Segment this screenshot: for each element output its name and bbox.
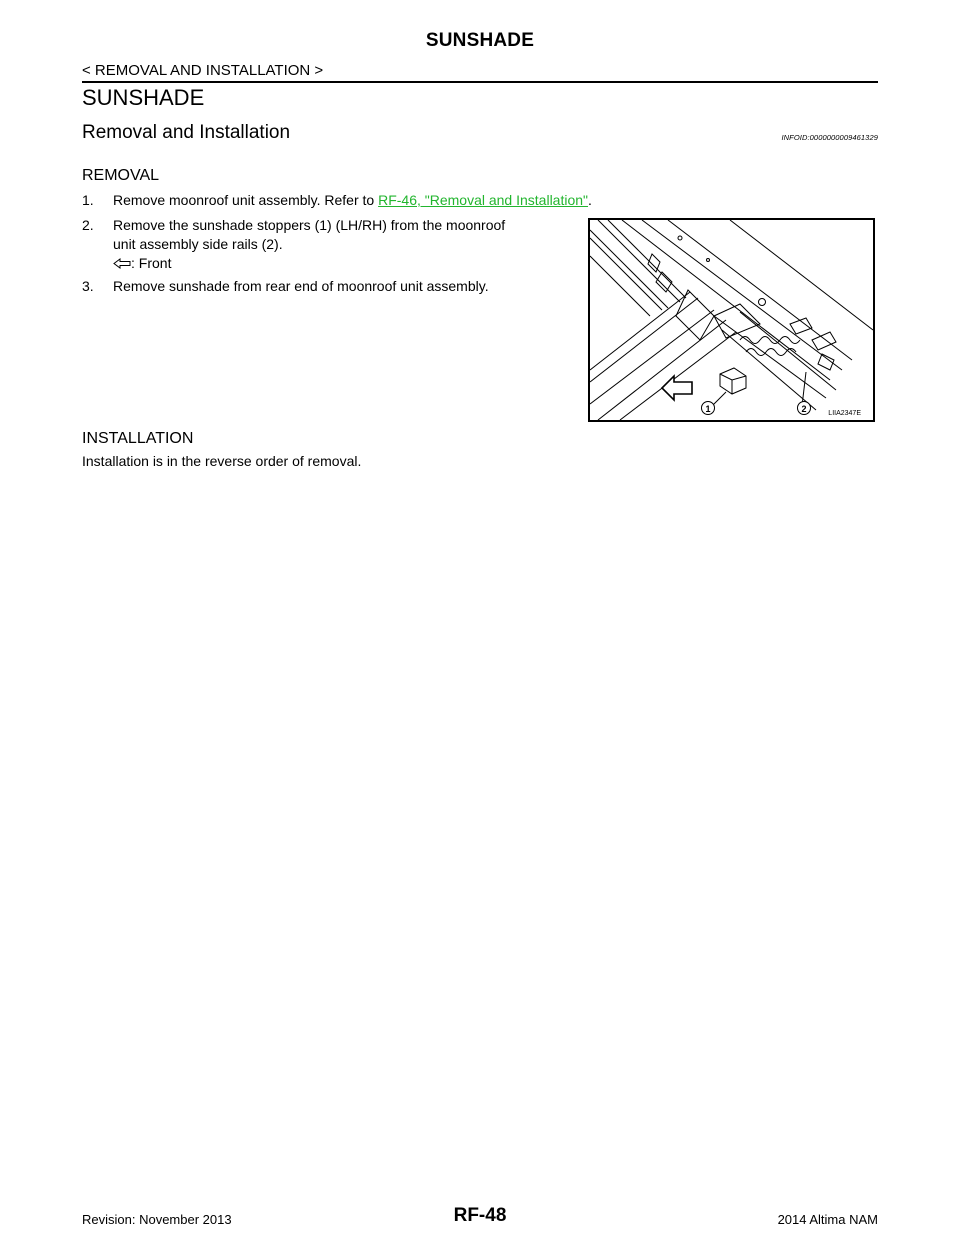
reference-link[interactable]: RF-46, "Removal and Installation" <box>378 192 589 208</box>
figure-code: LIIA2347E <box>828 410 861 417</box>
footer-revision: Revision: November 2013 <box>82 1212 232 1227</box>
callout-2: 2 <box>801 404 807 414</box>
step-3 <box>82 277 489 296</box>
section-title: Removal and Installation <box>82 122 291 143</box>
step-text: Remove the sunshade stoppers (1) (LH/RH) from the moonroof <box>113 217 506 233</box>
removal-heading: REMOVAL <box>82 167 160 184</box>
step-text: Remove sunshade from rear end of moonroof unit assembly. <box>113 278 489 294</box>
installation-text: Installation is in the reverse order of removal. <box>82 453 362 469</box>
footer-model: 2014 Altima NAM <box>777 1212 878 1227</box>
step-text: Remove moonroof unit assembly. Refer to <box>113 192 379 208</box>
callout-1: 1 <box>705 404 711 414</box>
document-title: SUNSHADE <box>82 85 205 110</box>
step-number: 2. <box>82 217 94 233</box>
step-1 <box>82 191 592 210</box>
step-text-end: . <box>588 192 592 208</box>
sunshade-stopper-illustration <box>590 220 873 420</box>
front-arrow-icon <box>113 258 131 269</box>
step-number: 1. <box>82 192 94 208</box>
step-2 <box>82 216 505 254</box>
step-text-continued: unit assembly side rails (2). <box>113 236 283 252</box>
section-path: < REMOVAL AND INSTALLATION > <box>82 62 324 79</box>
step-number: 3. <box>82 278 94 294</box>
installation-heading: INSTALLATION <box>82 430 194 447</box>
front-legend-text: : Front <box>131 255 172 271</box>
header-rule <box>82 81 878 83</box>
running-title: SUNSHADE <box>425 30 535 51</box>
sunshade-figure <box>588 218 875 422</box>
front-legend <box>113 254 171 273</box>
info-id: INFOID:0000000009461329 <box>781 133 878 142</box>
footer-page-number: RF-48 <box>453 1205 507 1226</box>
